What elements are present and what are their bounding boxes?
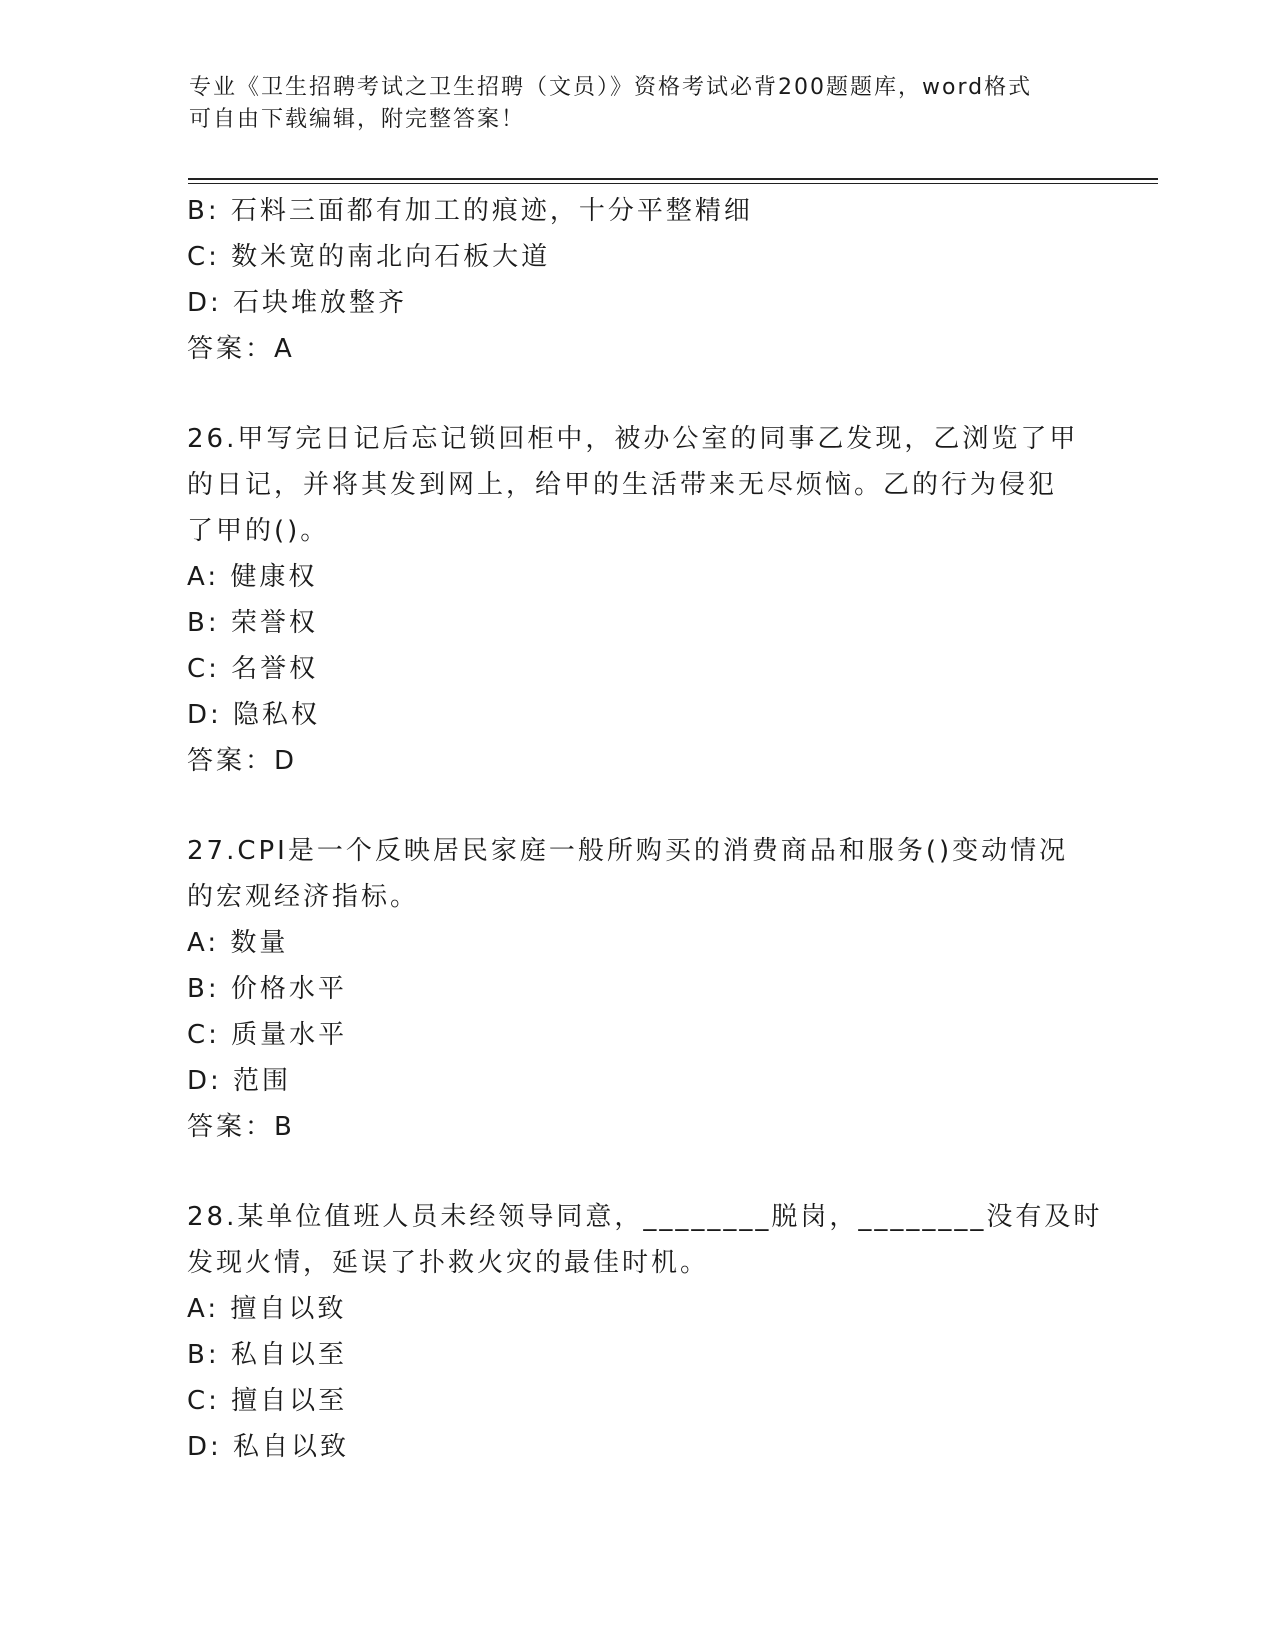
option-b: B: 私自以至 — [187, 1340, 347, 1370]
option-d: D: 范围 — [187, 1066, 292, 1096]
option-c: C: 名誉权 — [187, 654, 319, 684]
option-c: C: 擅自以至 — [187, 1386, 348, 1416]
option-b: B: 荣誉权 — [187, 608, 318, 638]
option-d: D: 私自以致 — [187, 1432, 350, 1462]
question-stem-line: 了甲的()。 — [187, 516, 330, 546]
document-header — [189, 72, 1089, 136]
option-b: B: 价格水平 — [187, 974, 347, 1004]
document-body — [187, 188, 1103, 1470]
question-stem-line: 的宏观经济指标。 — [187, 882, 420, 912]
answer-line: 答案：A — [187, 334, 295, 364]
question-26 — [187, 416, 1087, 784]
question-28 — [187, 1194, 1103, 1470]
option-c: C: 数米宽的南北向石板大道 — [187, 242, 551, 272]
answer-line: 答案：D — [187, 746, 298, 776]
question-stem-line: 的日记，并将其发到网上，给甲的生活带来无尽烦恼。乙的行为侵犯 — [187, 470, 1058, 500]
question-stem-line: 26.甲写完日记后忘记锁回柜中，被办公室的同事乙发现，乙浏览了甲 — [187, 424, 1079, 454]
option-a: A: 擅自以致 — [187, 1294, 347, 1324]
option-a: A: 健康权 — [187, 562, 318, 592]
option-c: C: 质量水平 — [187, 1020, 348, 1050]
header-divider-thin — [188, 183, 1158, 184]
question-stem-line: 28.某单位值班人员未经领导同意，________脱岗，________没有及时 — [187, 1202, 1103, 1232]
header-divider-thick — [188, 178, 1158, 180]
question-stem-line: 27.CPI是一个反映居民家庭一般所购买的消费商品和服务()变动情况 — [187, 836, 1069, 866]
question-25-continued — [187, 188, 1087, 372]
header-line-1: 专业《卫生招聘考试之卫生招聘（文员）》资格考试必背200题题库，word格式 — [189, 75, 1033, 100]
question-stem-line: 发现火情，延误了扑救火灾的最佳时机。 — [187, 1248, 710, 1278]
answer-line: 答案：B — [187, 1112, 295, 1142]
option-b: B: 石料三面都有加工的痕迹，十分平整精细 — [187, 196, 753, 226]
header-line-2: 可自由下载编辑，附完整答案！ — [189, 107, 526, 132]
option-d: D: 石块堆放整齐 — [187, 288, 408, 318]
option-d: D: 隐私权 — [187, 700, 321, 730]
question-27 — [187, 828, 1087, 1150]
option-a: A: 数量 — [187, 928, 289, 958]
